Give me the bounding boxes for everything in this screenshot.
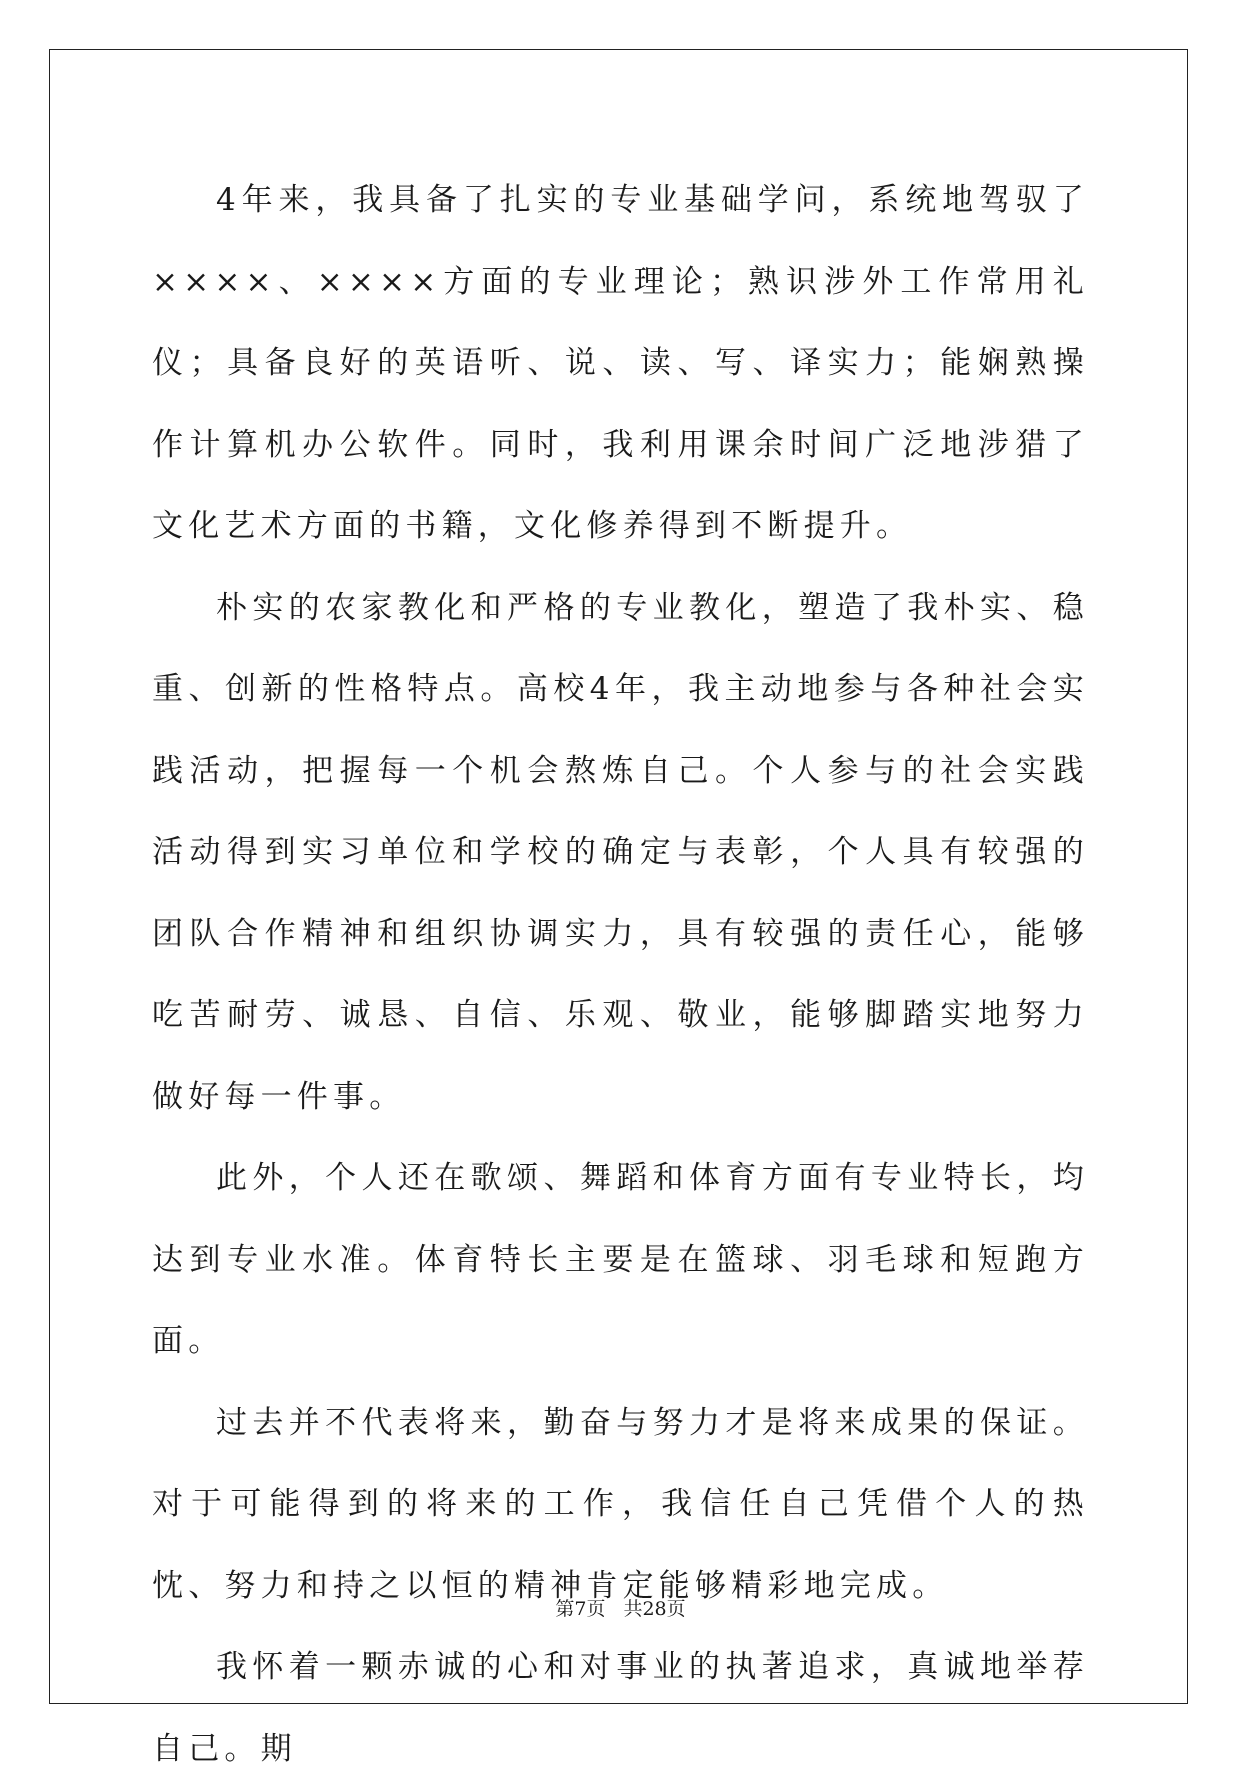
paragraph-2: 朴实的农家教化和严格的专业教化，塑造了我朴实、稳重、创新的性格特点。高校4年，我主动地参与各种社会实践活动，把握每一个机会熬炼自己。个人参与的社会实践活动得到实习单位和学校的确定与表彰，个人具有较强的团队合作精神和组织协调实力，具有较强的责任心，能够吃苦耐劳、诚恳、自信、乐观、敬业，能够脚踏实地努力做好每一件事。	[152, 589, 1089, 1115]
paragraph-1: 4年来，我具备了扎实的专业基础学问，系统地驾驭了××××、××××方面的专业理论；熟识涉外工作常用礼仪；具备良好的英语听、说、读、写、译实力；能娴熟操作计算机办公软件。同时，我利用课余时间广泛地涉猎了文化艺术方面的书籍，文化修养得到不断提升。	[152, 182, 1089, 544]
page-footer	[0, 1597, 1241, 1621]
document-body	[152, 160, 1089, 1790]
paragraph-5: 我怀着一颗赤诚的心和对事业的执著追求，真诚地举荐自己。期	[152, 1649, 1089, 1767]
paragraph-4: 过去并不代表将来，勤奋与努力才是将来成果的保证。对于可能得到的将来的工作，我信任自己凭借个人的热忱、努力和持之以恒的精神肯定能够精彩地完成。	[152, 1404, 1089, 1604]
total-page-count: 共28页	[623, 1598, 686, 1620]
current-page-number: 第7页	[555, 1598, 606, 1620]
paragraph-3: 此外，个人还在歌颂、舞蹈和体育方面有专业特长，均达到专业水准。体育特长主要是在篮球、羽毛球和短跑方面。	[152, 1160, 1089, 1359]
